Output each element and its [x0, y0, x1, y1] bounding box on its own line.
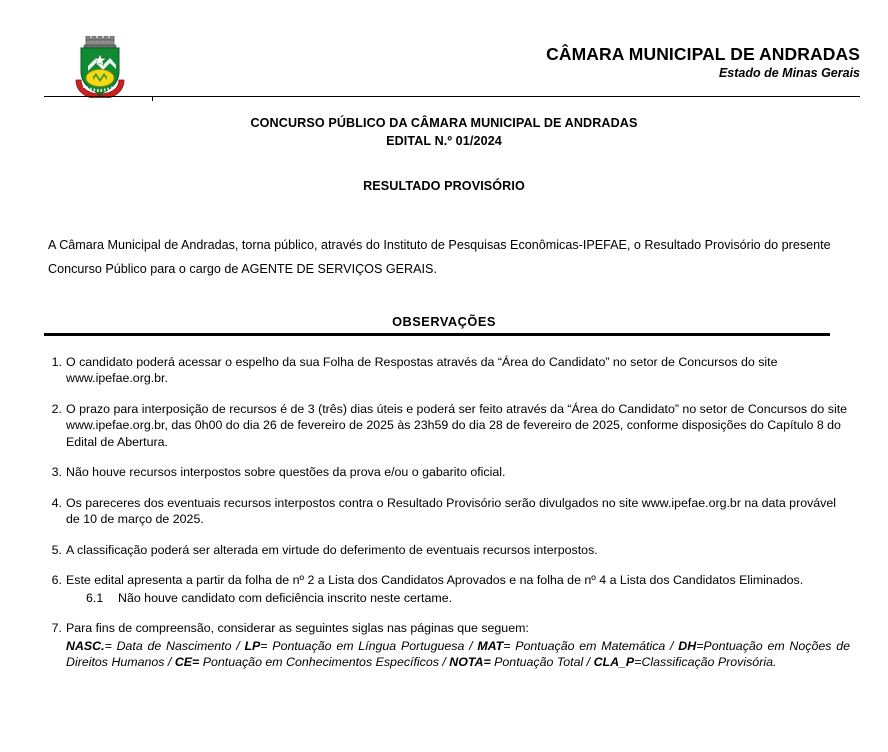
list-item — [0, 464, 888, 481]
list-item-number: 1. — [51, 354, 62, 369]
header-title-block — [546, 44, 860, 80]
document-title-line-1: CONCURSO PÚBLICO DA CÂMARA MUNICIPAL DE ANDRADAS — [250, 116, 638, 130]
siglas-legend — [66, 638, 850, 671]
document-title — [0, 115, 888, 151]
list-item — [0, 354, 888, 387]
list-item-number: 7. — [51, 621, 62, 636]
sigla-definition: = Data de Nascimento / — [104, 638, 245, 653]
list-subitem-number: 6.1 — [86, 590, 104, 605]
list-item — [0, 542, 888, 559]
list-item-text: Este edital apresenta a partir da folha de nº 2 a Lista dos Candidatos Aprovados e na folha de nº 4 a Lista dos Candidatos Eliminados. — [66, 573, 804, 588]
document-title-line-2: EDITAL N.º 01/2024 — [386, 133, 502, 148]
sigla-definition: =Pontuação em Noções de Direitos Humanos / — [66, 638, 850, 670]
sigla-abbr: DH — [678, 638, 697, 653]
sigla-abbr: CLA_P — [593, 655, 635, 670]
page-header — [0, 0, 888, 95]
sigla-definition: Pontuação em Conhecimentos Específicos / — [199, 655, 450, 670]
list-subitem-text: Não houve candidato com deficiência inscrito neste certame. — [118, 590, 453, 605]
list-item-number: 5. — [51, 542, 62, 557]
list-item-number: 2. — [51, 401, 62, 416]
list-item-number: 3. — [51, 465, 62, 480]
sigla-abbr: CE= — [174, 655, 200, 670]
list-item-text: A classificação poderá ser alterada em virtude do deferimento de eventuais recursos interpostos. — [66, 542, 598, 557]
list-item-number: 6. — [51, 573, 62, 588]
sigla-definition: = Pontuação em Língua Portuguesa / — [260, 638, 478, 653]
sigla-abbr: NASC. — [66, 638, 105, 653]
list-item — [0, 401, 888, 451]
list-item-text: O candidato poderá acessar o espelho da sua Folha de Respostas através da “Área do Candidato” no setor de Concursos do site www.ipefae.org.br. — [66, 354, 778, 386]
list-item-text: Para fins de compreensão, considerar as seguintes siglas nas páginas que seguem: — [66, 621, 529, 636]
list-subitem — [66, 590, 850, 607]
observacoes-heading: OBSERVAÇÕES — [392, 313, 496, 329]
list-item-text: Os pareceres dos eventuais recursos interpostos contra o Resultado Provisório serão divulgados no site www.ipefae.org.br na data provável de 10 de março de 2025. — [66, 495, 837, 527]
list-item — [0, 495, 888, 528]
organization-subtitle: Estado de Minas Gerais — [718, 66, 860, 81]
sigla-definition: = Pontuação em Matemática / — [503, 638, 679, 653]
intro-paragraph: A Câmara Municipal de Andradas, torna público, através do Instituto de Pesquisas Econômicas-IPEFAE, o Resultado Provisório do presente Concurso Público para o cargo de AGENTE DE SERVIÇOS GERAIS. — [48, 237, 831, 277]
list-item — [0, 572, 888, 606]
sigla-definition: =Classificação Provisória. — [634, 655, 777, 670]
list-item-text: Não houve recursos interpostos sobre questões da prova e/ou o gabarito oficial. — [66, 465, 506, 480]
organization-title: CÂMARA MUNICIPAL DE ANDRADAS — [546, 44, 860, 64]
sigla-abbr: LP — [244, 638, 261, 653]
observacoes-list — [0, 354, 888, 671]
observacoes-divider — [44, 333, 830, 336]
sigla-abbr: MAT — [477, 638, 504, 653]
header-divider-tick — [152, 96, 153, 101]
list-item-text: O prazo para interposição de recursos é de 3 (três) dias úteis e poderá ser feito através da “Área do Candidato” no setor de Concursos do site www.ipefae.org.br, das 0h00 do dia 26 de fevereiro de 2025 às 23h59 do dia 28 de fevereiro de 2025, conforme disposições do Capítulo 8 do Edital de Abertura. — [66, 401, 848, 449]
header-divider — [44, 96, 860, 97]
list-item — [0, 620, 888, 671]
list-item-number: 4. — [51, 495, 62, 510]
sigla-definition: Pontuação Total / — [490, 655, 594, 670]
document-subtitle: RESULTADO PROVISÓRIO — [363, 178, 525, 193]
sigla-abbr: NOTA= — [449, 655, 491, 670]
brasao-andradas-coat-of-arms-icon — [72, 36, 128, 98]
